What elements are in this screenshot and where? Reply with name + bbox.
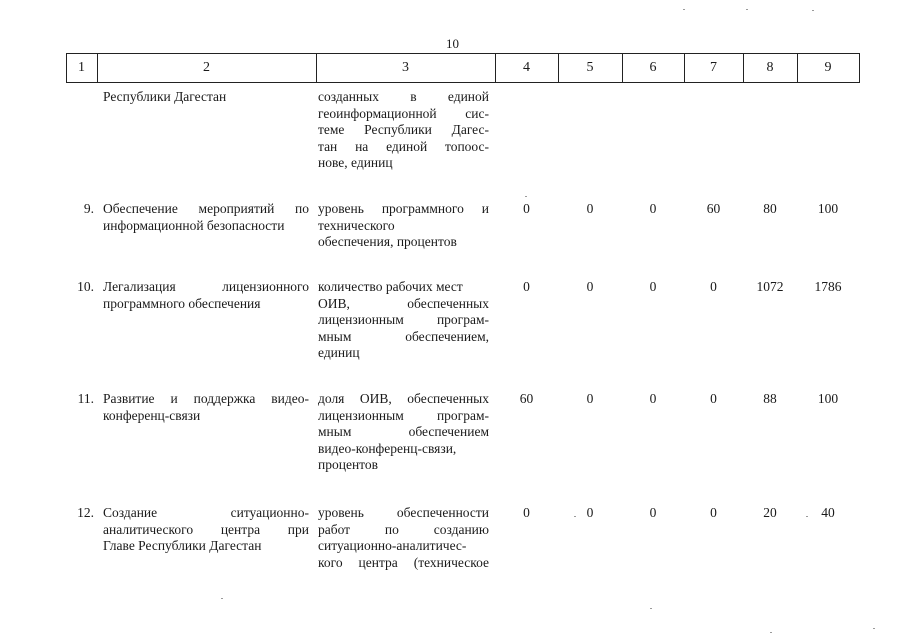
value-col-7: 0	[710, 505, 717, 520]
row-number: 11.	[77, 391, 94, 406]
scan-speck	[574, 516, 576, 517]
value-col-7: 60	[706, 201, 721, 216]
indicator-text	[318, 391, 489, 474]
value-col-4: 0	[523, 279, 530, 294]
measure-name-line: Республики Дагестан	[103, 89, 227, 104]
measure-name-line: Обеспечение мероприятий по	[103, 201, 309, 216]
value-col-8: 20	[763, 505, 777, 520]
scan-speck	[873, 628, 875, 629]
page-number: 10	[446, 36, 459, 51]
measure-name-line: конференц-связи	[103, 407, 201, 423]
row-number: 12.	[77, 505, 94, 520]
measure-name-line: Создание ситуационно-	[103, 505, 309, 520]
column-header-1: 1	[78, 60, 85, 75]
column-header-9: 9	[824, 60, 832, 75]
value-col-5: 0	[586, 201, 594, 216]
measure-name	[103, 201, 309, 234]
indicator-line: уровень обеспеченности	[318, 505, 489, 520]
indicator-line: ОИВ, обеспеченных	[318, 295, 489, 311]
indicator-line: нове, единиц	[318, 155, 393, 170]
scan-speck	[650, 608, 652, 609]
measure-name	[103, 505, 309, 555]
value-col-7: 0	[710, 391, 717, 406]
measure-name	[103, 89, 309, 106]
indicator-line: геоинформационной сис-	[318, 105, 489, 121]
column-header-8: 8	[766, 60, 774, 75]
indicator-line: обеспечения, процентов	[318, 234, 457, 249]
scan-speck	[770, 632, 772, 633]
value-col-8: 88	[763, 391, 777, 406]
value-col-9: 100	[817, 201, 839, 216]
value-col-5: 0	[586, 279, 594, 294]
measure-name	[103, 391, 309, 424]
scan-speck	[525, 196, 527, 197]
value-col-9: 1786	[814, 279, 842, 294]
indicator-line: технического	[318, 217, 395, 233]
indicator-line: доля ОИВ, обеспеченных	[318, 391, 489, 406]
value-col-8: 1072	[756, 279, 784, 294]
value-col-5: 0	[586, 505, 594, 520]
indicator-line: лицензионным програм-	[318, 407, 489, 423]
value-col-5: 0	[586, 391, 594, 406]
indicator-line: видео-конференц-связи,	[318, 440, 457, 456]
indicator-line: тан на единой топоос-	[318, 138, 489, 154]
measure-name-line: программного обеспечения	[103, 295, 261, 311]
column-header-7: 7	[710, 60, 717, 75]
indicator-line: единиц	[318, 345, 360, 360]
indicator-text	[318, 201, 489, 251]
value-col-7: 0	[710, 279, 717, 294]
measure-name-line: Главе Республики Дагестан	[103, 538, 262, 553]
value-col-9: 40	[821, 505, 835, 520]
indicator-text	[318, 279, 489, 362]
column-header-6: 6	[649, 60, 657, 75]
indicator-line: ситуационно-аналитичес-	[318, 538, 467, 553]
value-col-6: 0	[649, 391, 657, 406]
indicator-line: работ по созданию	[318, 521, 489, 537]
column-header-4: 4	[523, 60, 530, 75]
indicator-line: процентов	[318, 457, 379, 472]
indicator-line: мным обеспечением,	[318, 328, 489, 344]
indicator-line: мным обеспечением	[318, 424, 489, 439]
measure-name-line: информационной безопасности	[103, 217, 285, 233]
indicator-line: созданных в единой	[318, 89, 489, 104]
scan-speck	[746, 9, 748, 10]
value-col-4: 0	[523, 201, 530, 216]
table-header-bottom-rule	[66, 82, 860, 83]
value-col-6: 0	[649, 505, 657, 520]
indicator-line: лицензионным програм-	[318, 312, 489, 327]
value-col-6: 0	[649, 279, 657, 294]
measure-name-line: Легализация лицензионного	[103, 279, 309, 294]
indicator-text	[318, 89, 489, 172]
indicator-line: уровень программного и	[318, 201, 489, 216]
indicator-line: кого центра (техническое	[318, 554, 489, 570]
measure-name-line: Развитие и поддержка видео-	[103, 391, 309, 406]
indicator-text	[318, 505, 489, 571]
value-col-6: 0	[649, 201, 657, 216]
value-col-4: 60	[519, 391, 534, 406]
indicator-line: теме Республики Дагес-	[318, 122, 489, 137]
measure-name	[103, 279, 309, 312]
column-header-2: 2	[203, 60, 210, 75]
column-divider	[859, 53, 860, 82]
scan-speck	[683, 9, 685, 10]
row-number: 9.	[83, 201, 94, 216]
column-header-3: 3	[402, 60, 409, 75]
scan-speck	[812, 10, 814, 11]
measure-name-line: аналитического центра при	[103, 521, 309, 537]
indicator-line: количество рабочих мест	[318, 279, 463, 294]
row-number: 10.	[77, 279, 94, 294]
value-col-8: 80	[763, 201, 777, 216]
value-col-9: 100	[817, 391, 839, 406]
value-col-4: 0	[523, 505, 530, 520]
column-header-5: 5	[586, 60, 594, 75]
scan-speck	[221, 598, 223, 599]
scan-speck	[806, 516, 808, 517]
